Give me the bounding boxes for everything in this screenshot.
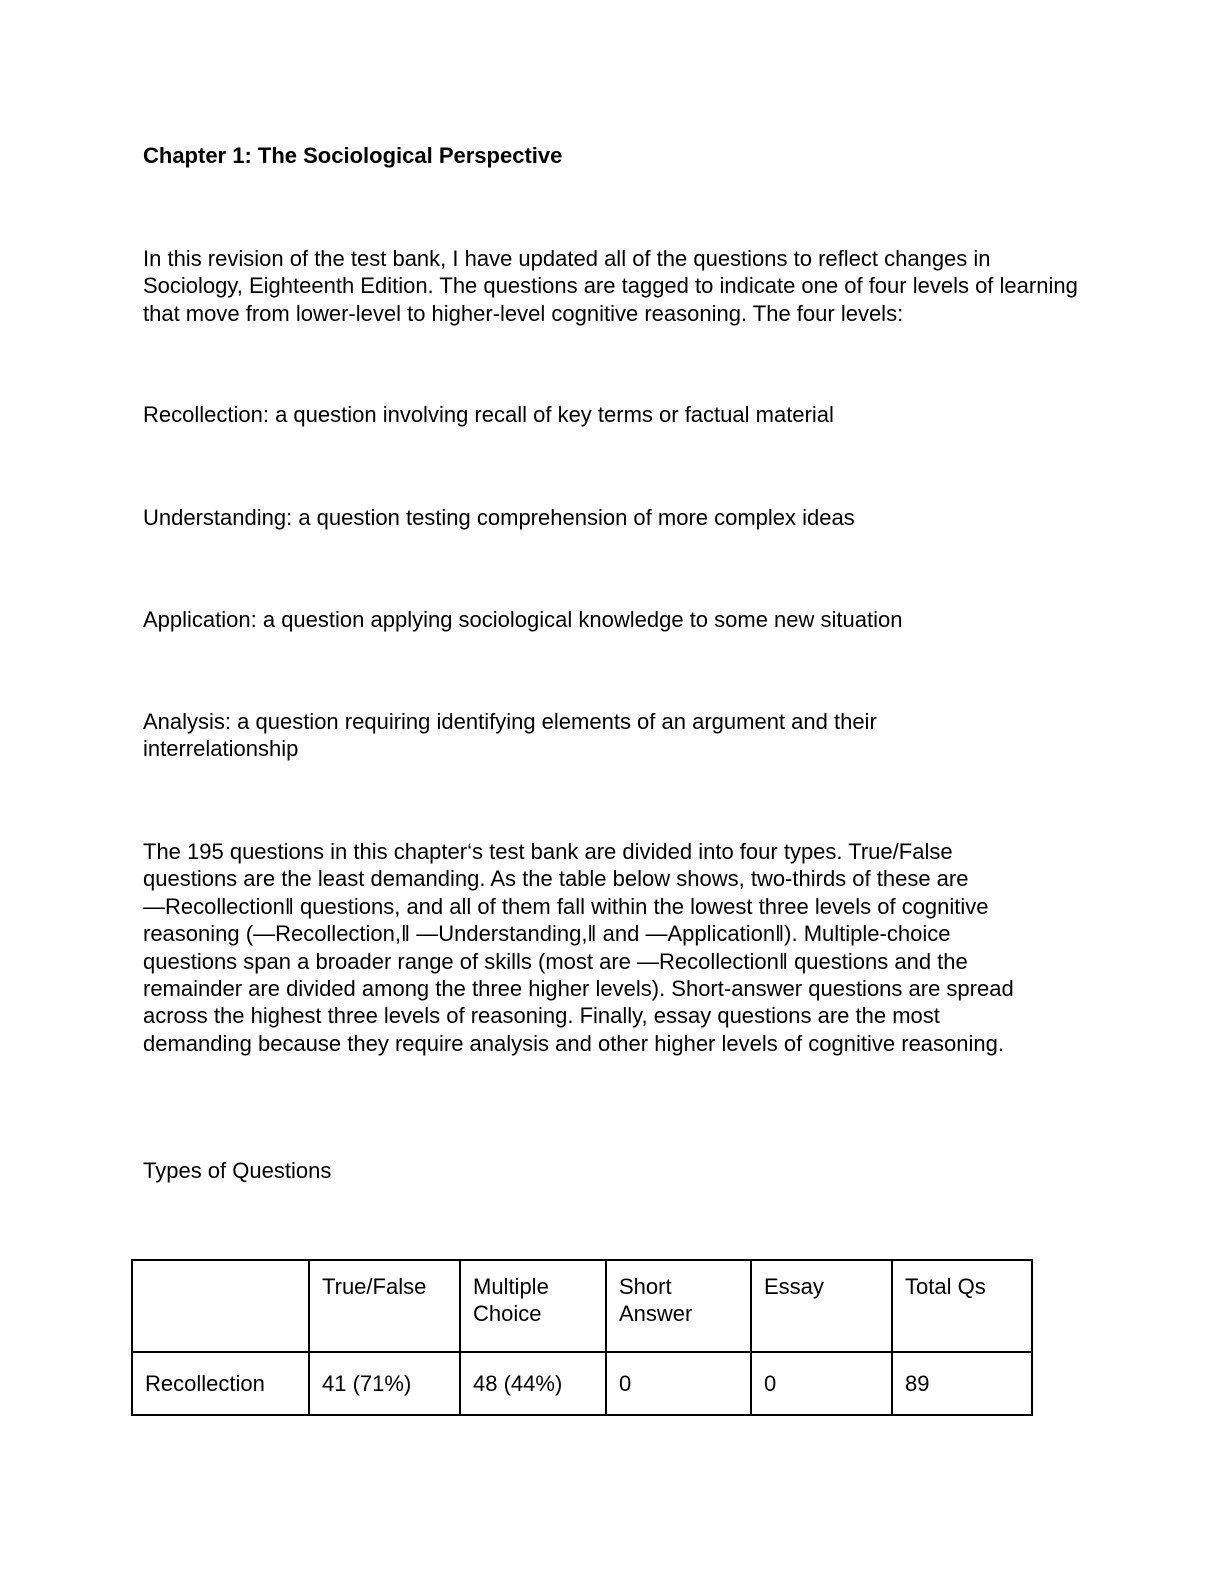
header-text: Essay — [764, 1274, 824, 1299]
header-text: Answer — [619, 1301, 693, 1327]
header-cell-short-answer — [606, 1260, 751, 1352]
header-cell-multiple-choice — [460, 1260, 606, 1352]
table-row — [132, 1352, 1032, 1415]
header-text: True/False — [322, 1274, 427, 1299]
row-label-recollection: Recollection — [132, 1352, 309, 1415]
header-text: Total Qs — [905, 1274, 986, 1299]
cell-true-false: 41 (71%) — [309, 1352, 460, 1415]
table-header-row — [132, 1260, 1032, 1352]
header-cell-total — [892, 1260, 1032, 1352]
header-cell-essay — [751, 1260, 892, 1352]
header-cell-true-false — [309, 1260, 460, 1352]
level-recollection: Recollection: a question involving recall of key terms or factual material — [143, 402, 834, 427]
intro-paragraph: In this revision of the test bank, I have updated all of the questions to reflect changes in Sociology, Eighteenth Edition. The questions are tagged to indicate one of four levels of learning that move from lower-level to higher-level cognitive reasoning. The four levels: — [143, 246, 1078, 326]
level-application: Application: a question applying sociological knowledge to some new situation — [143, 607, 903, 632]
chapter-title: Chapter 1: The Sociological Perspective — [143, 143, 563, 168]
header-text: Choice — [473, 1301, 542, 1327]
cell-short-answer: 0 — [606, 1352, 751, 1415]
cell-multiple-choice: 48 (44%) — [460, 1352, 606, 1415]
types-of-questions-heading: Types of Questions — [143, 1158, 332, 1183]
level-analysis: Analysis: a question requiring identifying elements of an argument and their interrelationship — [143, 709, 877, 762]
header-cell-empty — [132, 1260, 309, 1352]
cell-essay: 0 — [751, 1352, 892, 1415]
header-text: Short — [619, 1274, 672, 1299]
header-text: Multiple — [473, 1274, 549, 1299]
cell-total: 89 — [892, 1352, 1032, 1415]
question-types-table — [131, 1259, 1033, 1416]
summary-paragraph: The 195 questions in this chapter‘s test bank are divided into four types. True/False questions are the least demanding. As the table below shows, two-thirds of these are ―Recollection‖ questions, and all of them fall within the lowest three levels of cognitive reasoning (―Recollection,‖ ―Understanding,‖ and ―Application‖). Multiple-choice questions span a broader range of skills (most are ―Recollection‖ questions and the remainder are divided among the three higher levels). Short-answer questions are spread across the highest three levels of reasoning. Finally, essay questions are the most demanding because they require analysis and other higher levels of cognitive reasoning. — [143, 839, 1014, 1056]
level-understanding: Understanding: a question testing comprehension of more complex ideas — [143, 505, 855, 530]
